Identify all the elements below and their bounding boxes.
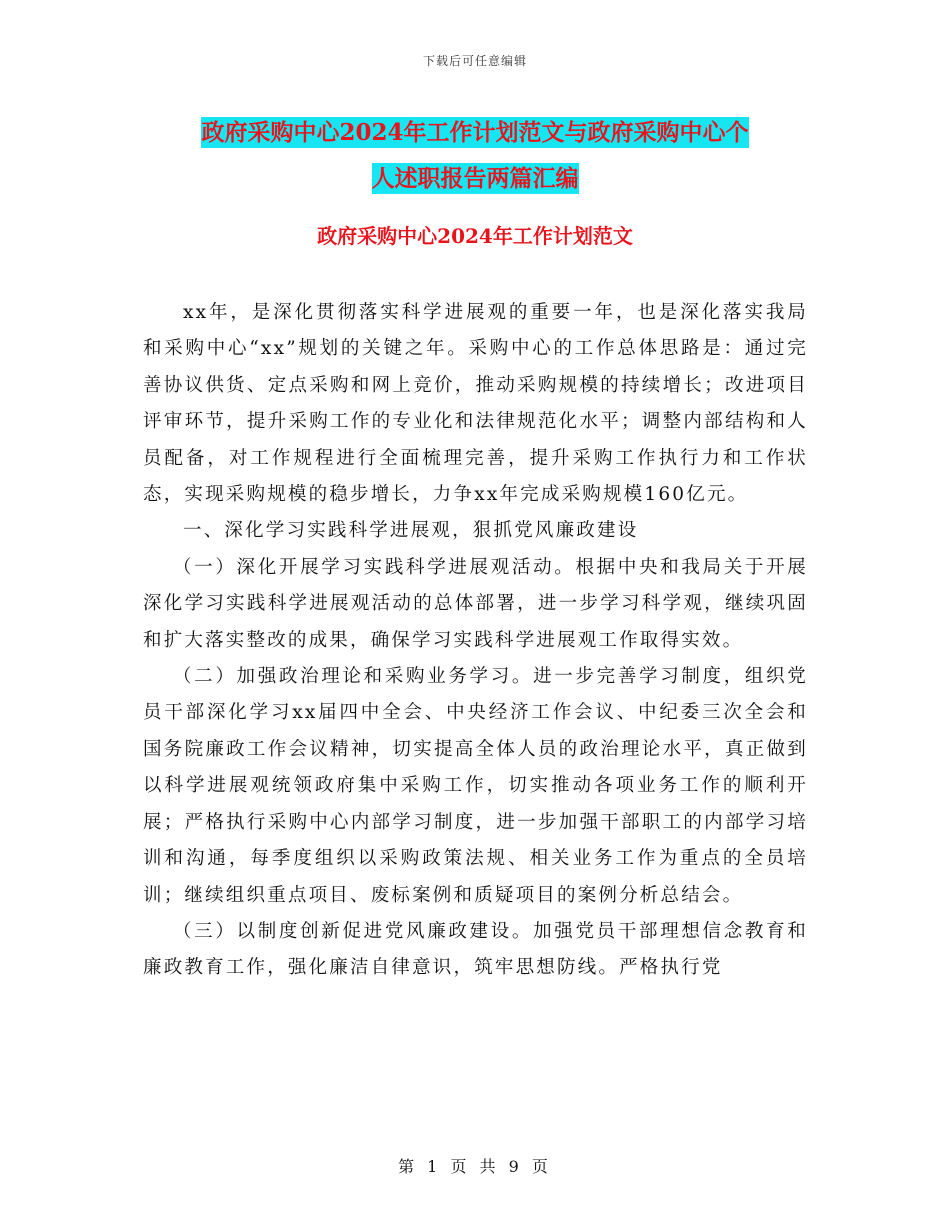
section-title: 政府采购中心2024年工作计划范文 [317, 224, 633, 248]
paragraph-item-1: （一）深化开展学习实践科学进展观活动。根据中央和我局关于开展深化学习实践科学进展观活动的总体部署，进一步学习科学观，继续巩固和扩大落实整改的成果，确保学习实践科学进展观工作取得实效。 [143, 556, 808, 651]
document-title [0, 110, 950, 202]
page-header-note: 下载后可任意编辑 [422, 54, 527, 68]
page-number-footer: 第 1 页 共 9 页 [398, 1157, 552, 1176]
document-title-line-2: 人述职报告两篇汇编 [371, 165, 579, 192]
document-body [143, 295, 808, 987]
paragraph-intro: xx年，是深化贯彻落实科学进展观的重要一年，也是深化落实我局和采购中心“xx”规划的关键之年。采购中心的工作总体思路是：通过完善协议供货、定点采购和网上竞价，推动采购规模的持续增长；改进项目评审环节，提升采购工作的专业化和法律规范化水平；调整内部结构和人员配备，对工作规程进行全面梳理完善，提升采购工作执行力和工作状态，实现采购规模的稳步增长，力争xx年完成采购规模160亿元。 [143, 302, 808, 506]
paragraph-heading-1: 一、深化学习实践科学进展观，狠抓党风廉政建设 [183, 520, 639, 542]
document-title-line-1: 政府采购中心2024年工作计划范文与政府采购中心个 [201, 119, 749, 146]
paragraph-item-3: （三）以制度创新促进党风廉政建设。加强党员干部理想信念教育和廉政教育工作，强化廉洁自律意识，筑牢思想防线。严格执行党 [143, 920, 808, 979]
paragraph-item-2: （二）加强政治理论和采购业务学习。进一步完善学习制度，组织党员干部深化学习xx届四中全会、中央经济工作会议、中纪委三次全会和国务院廉政工作会议精神，切实提高全体人员的政治理论水平，真正做到以科学进展观统领政府集中采购工作，切实推动各项业务工作的顺利开展；严格执行采购中心内部学习制度，进一步加强干部职工的内部学习培训和沟通，每季度组织以采购政策法规、相关业务工作为重点的全员培训；继续组织重点项目、废标案例和质疑项目的案例分析总结会。 [143, 666, 808, 906]
